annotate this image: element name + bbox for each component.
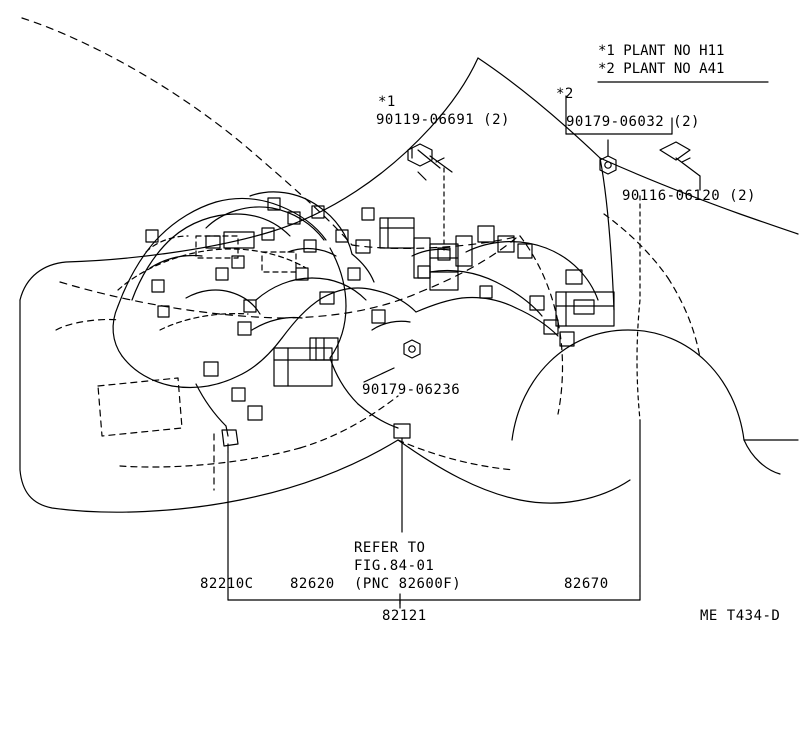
part-number-82121: 82121	[382, 608, 427, 624]
reference-line3: (PNC 82600F)	[354, 576, 462, 592]
callout-star1: *1	[378, 94, 396, 110]
plant-note-line2: *2 PLANT NO A41	[598, 61, 725, 77]
figure-code: ME T434-D	[700, 608, 781, 624]
reference-line1: REFER TO	[354, 540, 426, 556]
callout-bolt-90179-06032: 90179-06032 (2)	[566, 114, 700, 130]
part-number-82620: 82620	[290, 576, 335, 592]
part-number-82210c: 82210C	[200, 576, 254, 592]
part-number-82670: 82670	[564, 576, 609, 592]
plant-note-line1: *1 PLANT NO H11	[598, 43, 725, 59]
callout-bolt-90116: 90116-06120 (2)	[622, 188, 756, 204]
callout-bolt-90179-06236: 90179-06236	[362, 382, 461, 398]
reference-line2: FIG.84-01	[354, 558, 435, 574]
callout-bolt-90119: 90119-06691 (2)	[376, 112, 510, 128]
callout-star2: *2	[556, 86, 574, 102]
